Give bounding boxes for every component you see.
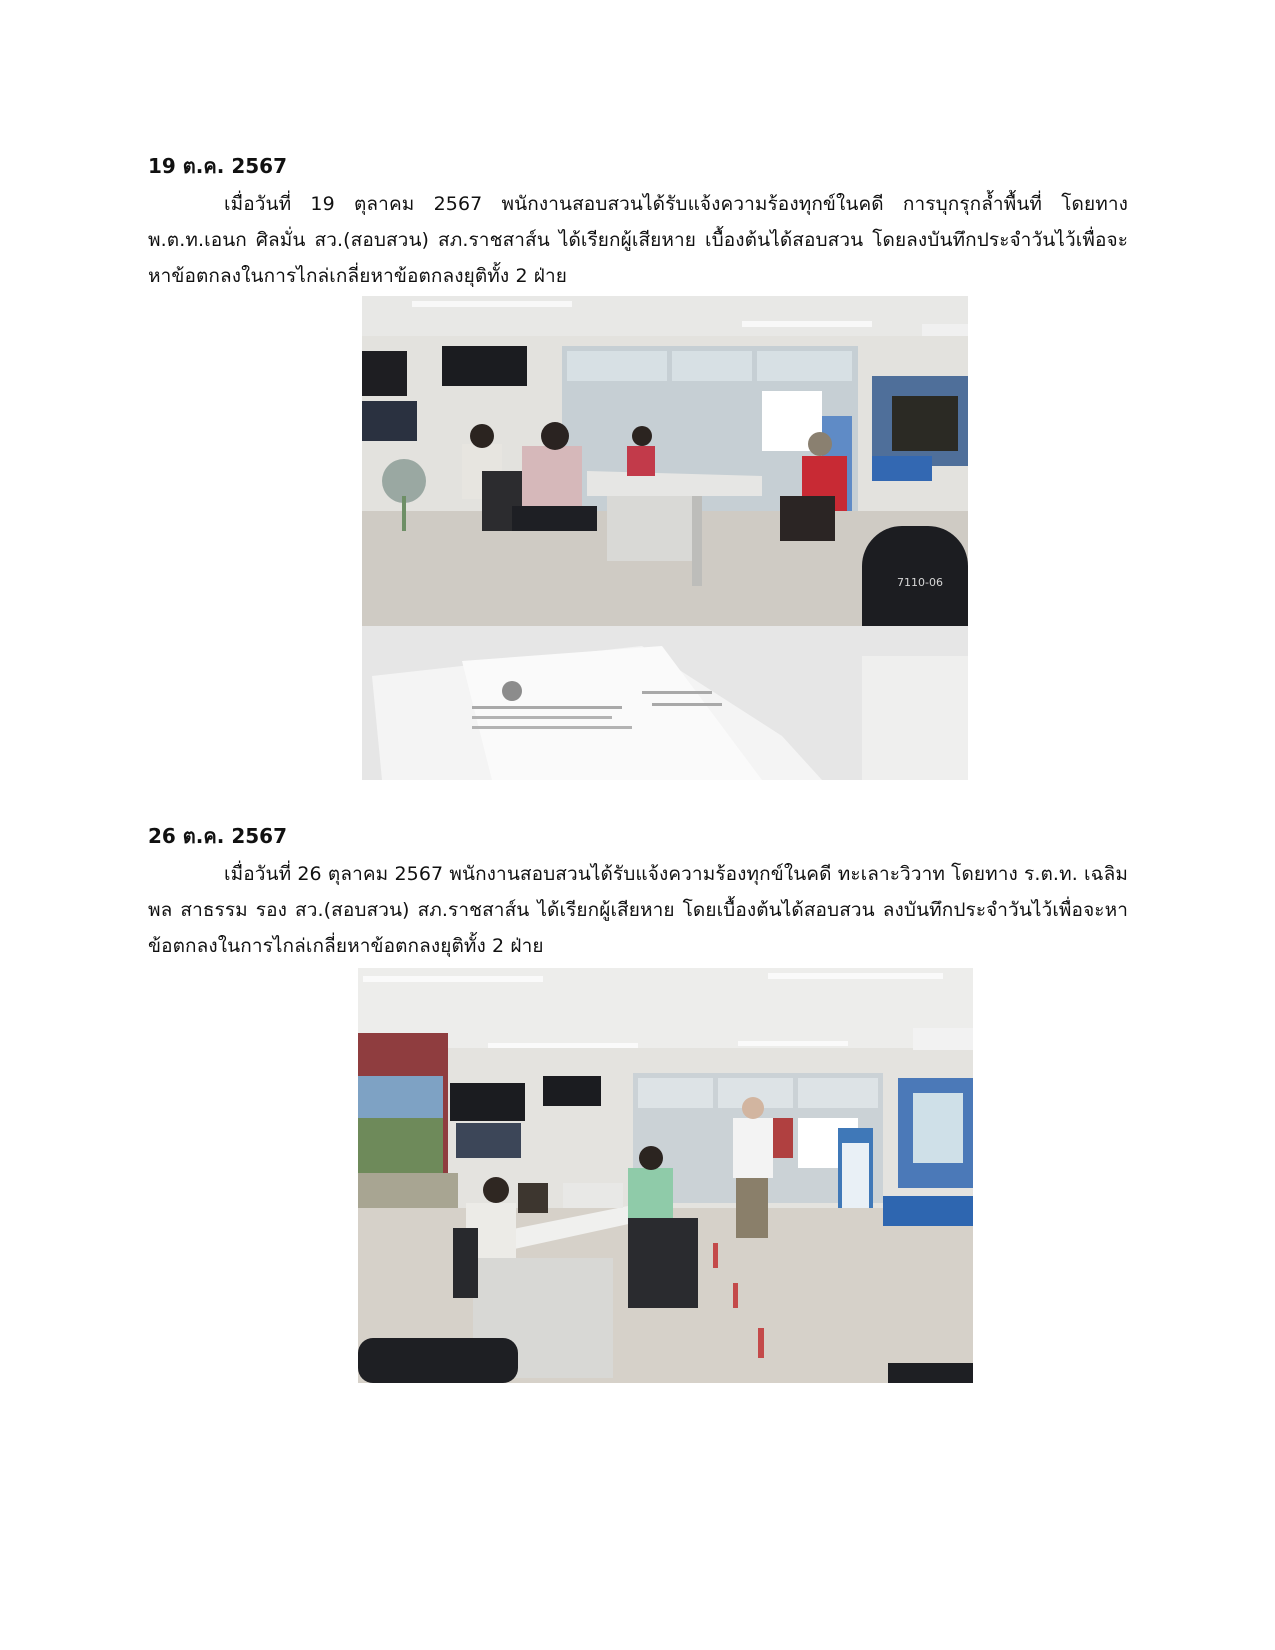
entry-paragraph: เมื่อวันที่ 26 ตุลาคม 2567 พนักงานสอบสวนได้รับแจ้งความร้องทุกข์ในคดี ทะเลาะวิวาท โดยทาง ร.ต.ท. เฉลิมพล สาธรรม รอง สว.(สอบสวน) สภ.ราชสาส์น ได้เรียกผู้เสียหาย โดยเบื้องต้นได้สอบสวน ลงบันทึกประจำวันไว้เพื่อจะหาข้อตกลงในการไกล่เกลี่ยหาข้อตกลงยุติทั้ง 2 ฝ่าย	[148, 863, 1128, 957]
entry-date: 26 ต.ค. 2567	[148, 824, 287, 848]
entry-paragraph: เมื่อวันที่ 19 ตุลาคม 2567 พนักงานสอบสวนได้รับแจ้งความร้องทุกข์ในคดี การบุกรุกล้ำพื้นที่ โดยทาง พ.ต.ท.เอนก ศิลมั่น สว.(สอบสวน) สภ.ราชสาส์น ได้เรียกผู้เสียหาย เบื้องต้นได้สอบสวน โดยลงบันทึกประจำวันไว้เพื่อจะหาข้อตกลงในการไกล่เกลี่ยหาข้อตกลงยุติทั้ง 2 ฝ่าย	[148, 193, 1128, 287]
entry-2	[148, 822, 1128, 964]
photo-police-office-interview-1	[362, 296, 968, 780]
photo-police-office-interview-2	[358, 968, 973, 1383]
entry-1	[148, 152, 1128, 294]
entry-date: 19 ต.ค. 2567	[148, 154, 287, 178]
chair-badge-text: 7110-06	[897, 576, 943, 589]
